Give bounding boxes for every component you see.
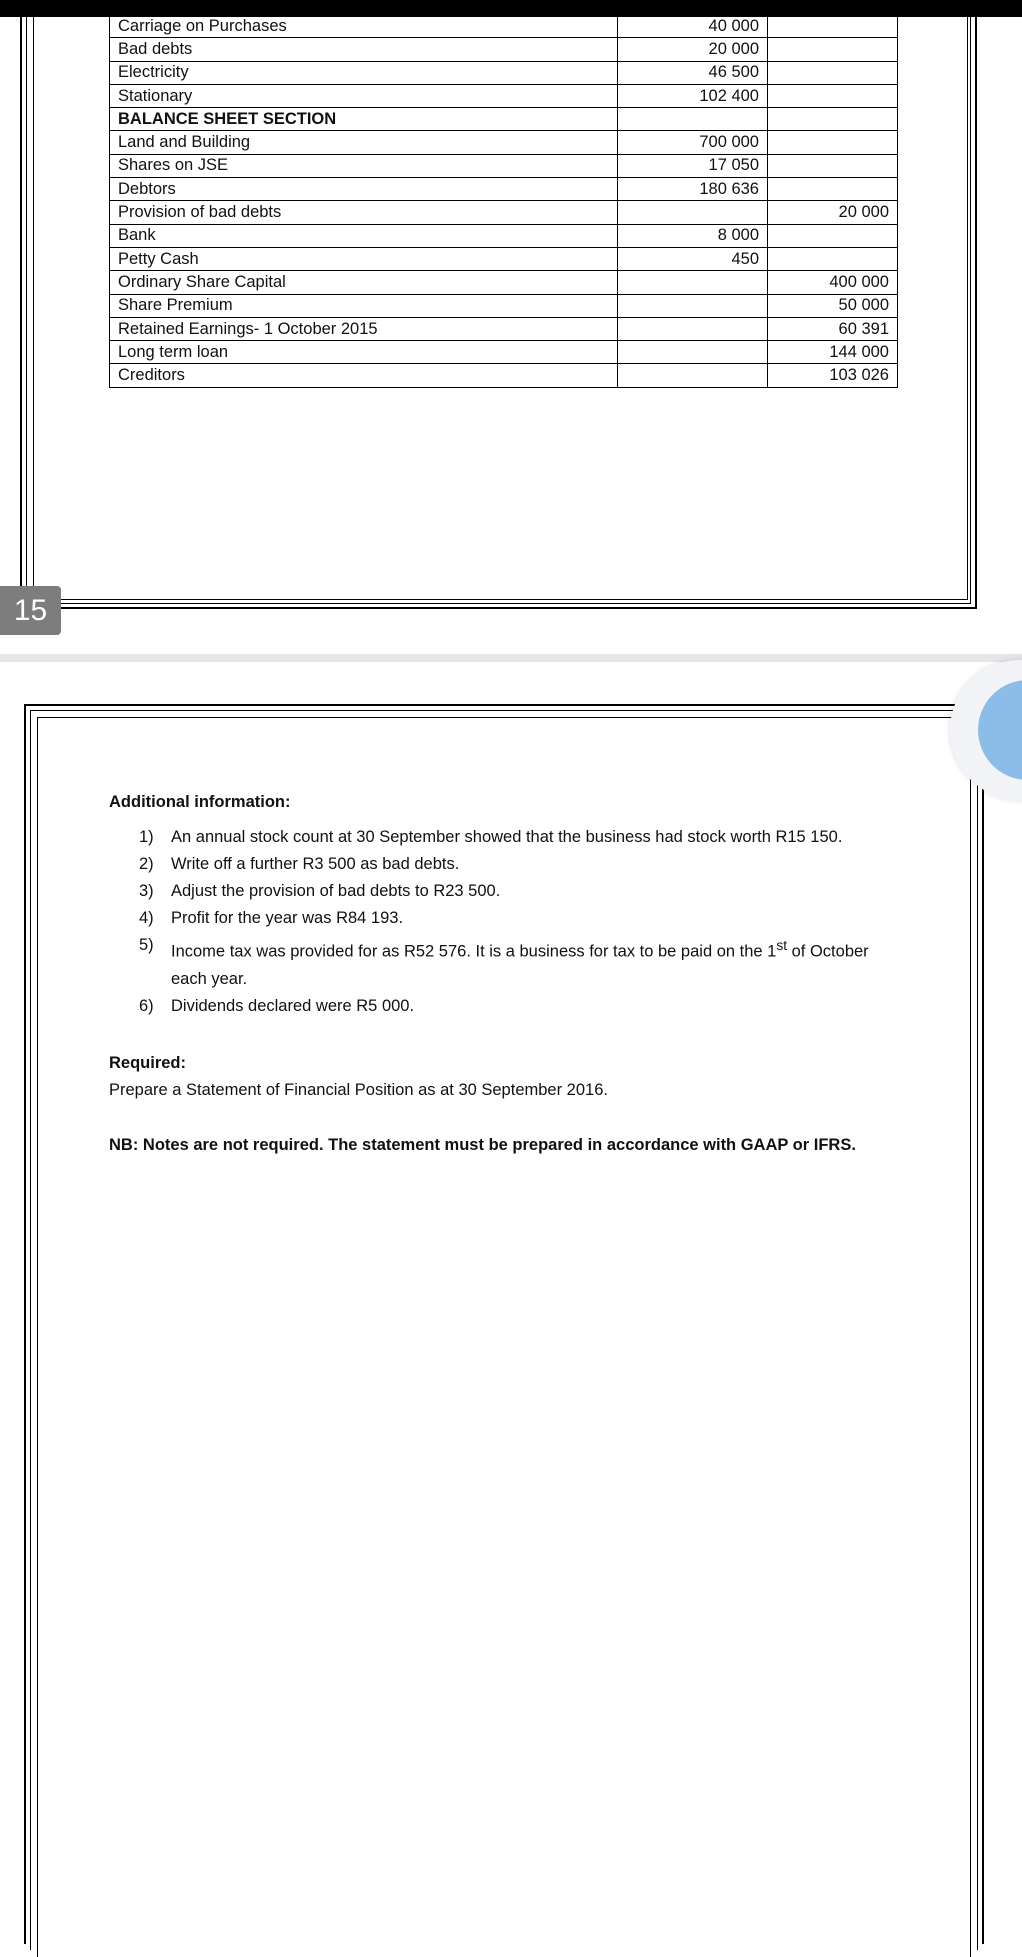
debit-cell bbox=[618, 364, 768, 387]
table-row bbox=[110, 224, 898, 247]
table-row bbox=[110, 61, 898, 84]
account-name-cell: Bank bbox=[110, 224, 618, 247]
debit-cell bbox=[618, 317, 768, 340]
account-name-cell: Shares on JSE bbox=[110, 154, 618, 177]
list-item: 5) Income tax was provided for as R52 576. It is a business for tax to be paid on the 1st of October each year. bbox=[139, 936, 869, 988]
additional-info-list bbox=[109, 824, 909, 1020]
page-separator bbox=[0, 654, 1022, 662]
credit-cell bbox=[768, 38, 898, 61]
account-name-cell: Retained Earnings- 1 October 2015 bbox=[110, 317, 618, 340]
debit-cell bbox=[618, 201, 768, 224]
credit-cell bbox=[768, 247, 898, 270]
debit-cell bbox=[618, 271, 768, 294]
account-name-cell: Land and Building bbox=[110, 131, 618, 154]
required-heading: Required: bbox=[109, 1053, 187, 1072]
credit-cell: 50 000 bbox=[768, 294, 898, 317]
additional-info-heading: Additional information: bbox=[109, 793, 291, 811]
additional-information-section bbox=[109, 789, 909, 1159]
list-item: 3) Adjust the provision of bad debts to R23 500. bbox=[139, 882, 501, 900]
debit-cell bbox=[618, 294, 768, 317]
table-row bbox=[110, 178, 898, 201]
account-name-cell: Long term loan bbox=[110, 341, 618, 364]
table-row bbox=[110, 271, 898, 294]
debit-cell: 450 bbox=[618, 247, 768, 270]
debit-cell: 17 050 bbox=[618, 154, 768, 177]
table-row bbox=[110, 317, 898, 340]
account-name-cell: Ordinary Share Capital bbox=[110, 271, 618, 294]
account-name-cell: Carriage on Purchases bbox=[110, 15, 618, 38]
table-row bbox=[110, 84, 898, 107]
credit-cell bbox=[768, 84, 898, 107]
debit-cell: 40 000 bbox=[618, 15, 768, 38]
debit-cell: 8 000 bbox=[618, 224, 768, 247]
required-text: Prepare a Statement of Financial Position as at 30 September 2016. bbox=[109, 1080, 608, 1099]
table-row bbox=[110, 341, 898, 364]
credit-cell: 400 000 bbox=[768, 271, 898, 294]
list-item: 1) An annual stock count at 30 September showed that the business had stock worth R15 150. bbox=[139, 828, 843, 846]
credit-cell: 20 000 bbox=[768, 201, 898, 224]
credit-cell: 144 000 bbox=[768, 341, 898, 364]
account-name-cell: Electricity bbox=[110, 61, 618, 84]
debit-cell: 20 000 bbox=[618, 38, 768, 61]
debit-cell: 700 000 bbox=[618, 131, 768, 154]
table-row bbox=[110, 15, 898, 38]
trial-balance-table bbox=[109, 14, 898, 388]
table-row bbox=[110, 131, 898, 154]
account-name-cell: BALANCE SHEET SECTION bbox=[110, 108, 618, 131]
table-row bbox=[110, 364, 898, 387]
credit-cell bbox=[768, 154, 898, 177]
table-row bbox=[110, 247, 898, 270]
debit-cell: 180 636 bbox=[618, 178, 768, 201]
account-name-cell: Creditors bbox=[110, 364, 618, 387]
account-name-cell: Bad debts bbox=[110, 38, 618, 61]
debit-cell: 102 400 bbox=[618, 84, 768, 107]
credit-cell bbox=[768, 61, 898, 84]
credit-cell bbox=[768, 178, 898, 201]
credit-cell bbox=[768, 224, 898, 247]
list-item: 2) Write off a further R3 500 as bad debts. bbox=[139, 855, 460, 873]
account-name-cell: Provision of bad debts bbox=[110, 201, 618, 224]
table-row bbox=[110, 201, 898, 224]
credit-cell: 103 026 bbox=[768, 364, 898, 387]
debit-cell: 46 500 bbox=[618, 61, 768, 84]
account-name-cell: Debtors bbox=[110, 178, 618, 201]
debit-cell bbox=[618, 341, 768, 364]
nb-note: NB: Notes are not required. The statement must be prepared in accordance with GAAP or IFRS. bbox=[109, 1135, 856, 1154]
list-item: 6) Dividends declared were R5 000. bbox=[139, 996, 415, 1015]
credit-cell bbox=[768, 108, 898, 131]
debit-cell bbox=[618, 108, 768, 131]
page-number-badge[interactable]: 15 bbox=[0, 586, 61, 635]
account-name-cell: Share Premium bbox=[110, 294, 618, 317]
list-item: 4) Profit for the year was R84 193. bbox=[139, 909, 404, 927]
credit-cell: 60 391 bbox=[768, 317, 898, 340]
account-name-cell: Petty Cash bbox=[110, 247, 618, 270]
table-row bbox=[110, 294, 898, 317]
account-name-cell: Stationary bbox=[110, 84, 618, 107]
credit-cell bbox=[768, 131, 898, 154]
credit-cell bbox=[768, 15, 898, 38]
table-row bbox=[110, 154, 898, 177]
table-row bbox=[110, 108, 898, 131]
table-row bbox=[110, 38, 898, 61]
